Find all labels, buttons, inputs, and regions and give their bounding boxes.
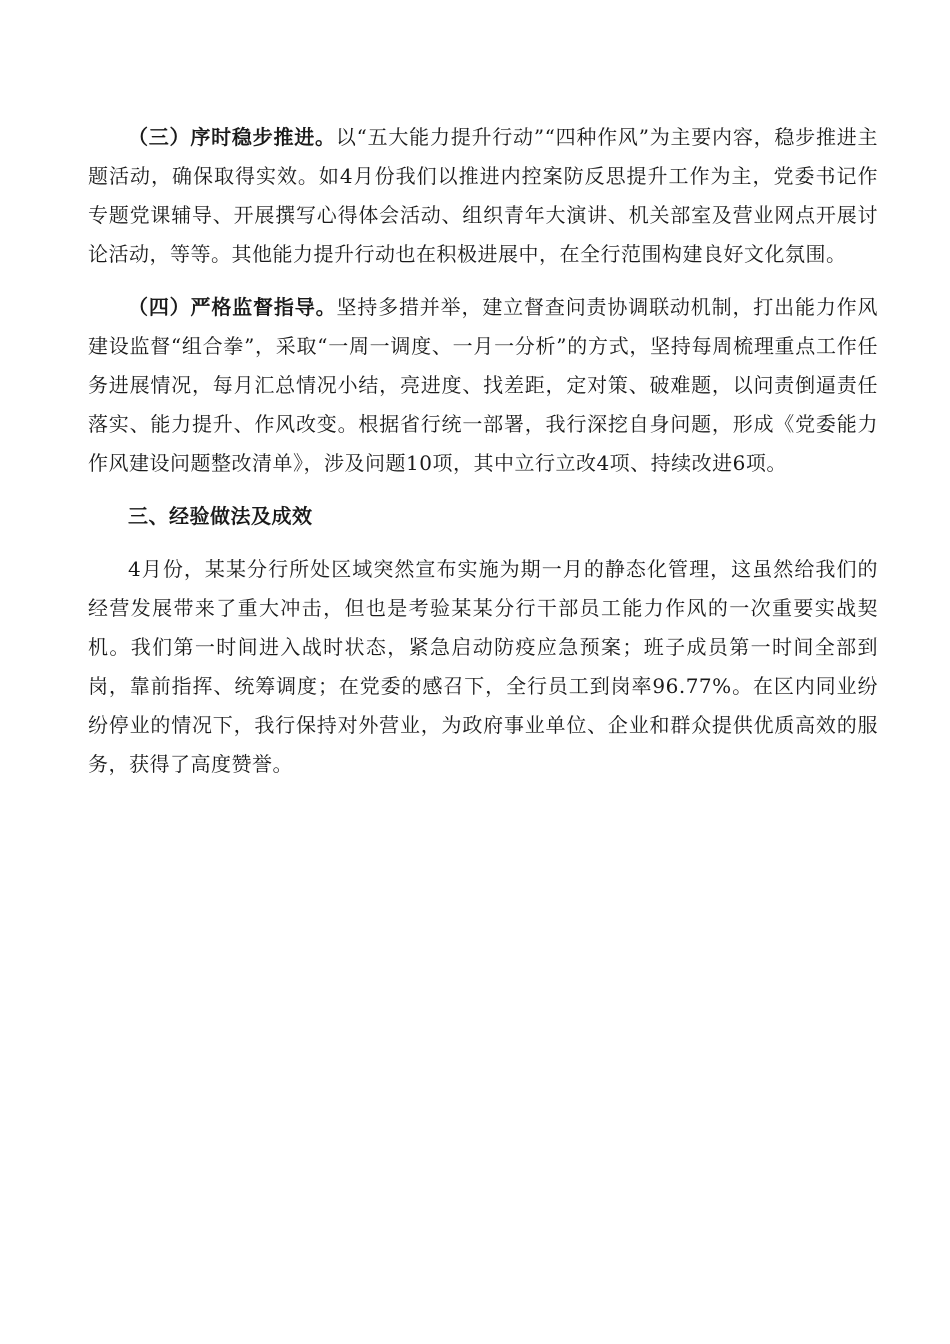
section-lead-4: （四）严格监督指导。 [128,295,337,319]
section-body-4: 坚持多措并举，建立督查问责协调联动机制，打出能力作风建设监督“组合拳”，采取“一周一调度、一月一分析”的方式，坚持每周梳理重点工作任务进展情况，每月汇总情况小结，亮进度、找差距，定对策、破难题，以问责倒逼责任落实、能力提升、作风改变。根据省行统一部署，我行深挖自身问题，形成《党委能力作风建设问题整改清单》，涉及问题10项，其中立行立改4项、持续改进6项。 [88,295,879,475]
section-paragraph-3 [88,118,878,274]
closing-paragraph: 4月份，某某分行所处区域突然宣布实施为期一月的静态化管理，这虽然给我们的经营发展带来了重大冲击，但也是考验某某分行干部员工能力作风的一次重要实战契机。我们第一时间进入战时状态，紧急启动防疫应急预案；班子成员第一时间全部到岗，靠前指挥、统筹调度；在党委的感召下，全行员工到岗率96.77%。在区内同业纷纷停业的情况下，我行保持对外营业，为政府事业单位、企业和群众提供优质高效的服务，获得了高度赞誉。 [88,557,878,776]
section-heading: 三、经验做法及成效 [128,504,313,528]
section-paragraph-4 [88,288,878,483]
document-page [88,118,878,784]
section-body-3: 以“五大能力提升行动”“四种作风”为主要内容，稳步推进主题活动，确保取得实效。如4月份我们以推进内控案防反思提升工作为主，党委书记作专题党课辅导、开展撰写心得体会活动、组织青年大演讲、机关部室及营业网点开展讨论活动，等等。其他能力提升行动也在积极进展中，在全行范围构建良好文化氛围。 [88,125,879,266]
section-lead-3: （三）序时稳步推进。 [128,125,336,149]
